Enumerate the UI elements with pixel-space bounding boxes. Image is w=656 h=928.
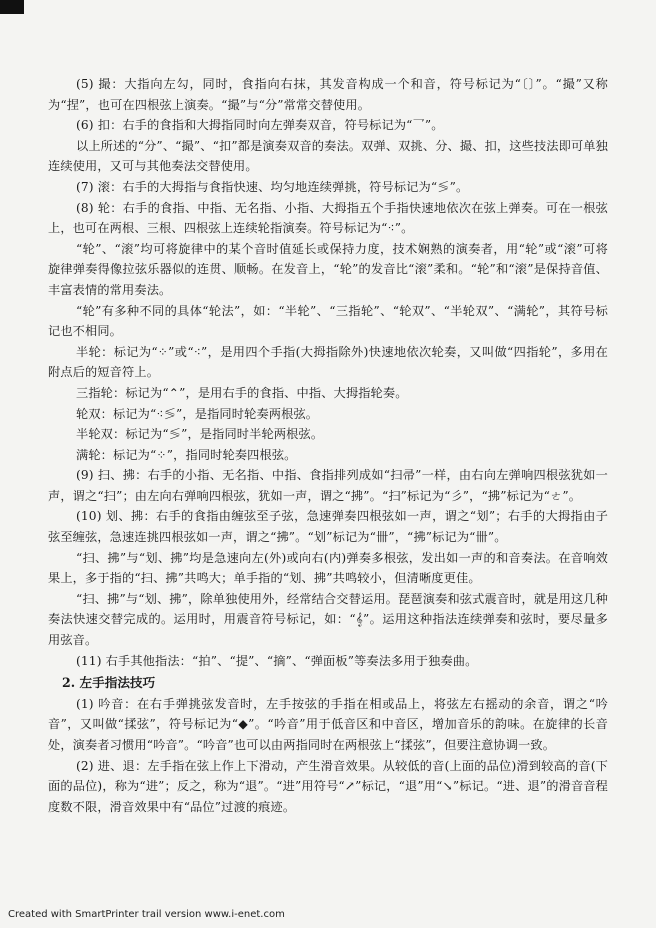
section-heading-left-hand: 2. 左手指法技巧	[62, 675, 156, 691]
paragraph-gun: (7) 滚：右手的大拇指与食指快速、均匀地连续弹挑，符号标记为“≶”。	[76, 179, 469, 194]
paragraph-kou: (6) 扣：右手的食指和大拇指同时向左弹奏双音，符号标记为“乛”。	[76, 118, 444, 133]
paragraph-lun-gun-compare: “轮”、“滚”均可将旋律中的某个音时值延长或保持力度，技术娴熟的演奏者，用“轮”或“滚”可将旋律弹奏得像拉弦乐器似的连贯、顺畅。在发音上，“轮”的发音比“滚”柔和。“轮”和“滚”是保持音值、丰富表情的常用奏法。	[48, 241, 608, 297]
paragraph-double-note-summary: 以上所述的“分”、“撮”、“扣”都是演奏双音的奏法。双弹、双挑、分、撮、扣，这些技法即可单独连续使用，又可与其他奏法交替使用。	[48, 138, 608, 174]
paragraph-other-right-hand: (11) 右手其他指法：“拍”、“提”、“摘”、“弹面板”等奏法多用于独奏曲。	[76, 653, 478, 668]
paragraph-lun: (8) 轮：右手的食指、中指、无名指、小指、大拇指五个手指快速地依次在弦上弹奏。可在一根弦上，也可在两根、三根、四根弦上连续轮指演奏。符号标记为“⁖”。	[48, 200, 608, 236]
paragraph-man-lun: 满轮：标记为“⁘”，指同时轮奏四根弦。	[76, 447, 297, 462]
paragraph-lun-shuang: 轮双：标记为“⁖≶”，是指同时轮奏两根弦。	[76, 406, 319, 421]
scan-corner-mark	[0, 0, 24, 14]
paragraph-tremolo-usage: “扫、拂”与“划、拂”，除单独使用外，经常结合交替运用。琵琶演奏和弦式震音时，就是用这几种奏法快速交替完成的。运用时，用震音符号标记，如：“𝄞”。运用这种指法连续弹奏和弦时，要尽量多用弦音。	[48, 591, 608, 648]
paragraph-hua-fu: (10) 划、拂：右手的食指由缠弦至子弦，急速弹奏四根弦如一声，谓之“划”；右手的大拇指由子弦至缠弦，急速连挑四根弦如一声，谓之“拂”。“划”标记为“卌”，“拂”标记为“卌”。	[48, 509, 608, 545]
paragraph-ban-lun-shuang: 半轮双：标记为“≶”，是指同时半轮两根弦。	[76, 427, 324, 442]
paragraph-sao-fu-compare: “扫、拂”与“划、拂”均是急速向左(外)或向右(内)弹奏多根弦，发出如一声的和音奏法。在音响效果上，多于指的“扫、拂”共鸣大；单手指的“划、拂”共鸣较小，但清晰度更佳。	[48, 550, 608, 586]
paragraph-yin-yin: (1) 吟音：在右手弹挑弦发音时，左手按弦的手指在相或品上，将弦左右摇动的余音，谓之“吟音”，又叫做“揉弦”，符号标记为“◆”。“吟音”用于低音区和中音区，增加音乐的韵味。在旋律的长音处，演奏者习惯用“吟音”。“吟音”也可以由两指同时在两根弦上“揉弦”，但要注意协调一致。	[48, 696, 608, 752]
watermark-footer: Created with SmartPrinter trail version www.i-enet.com	[8, 909, 285, 920]
paragraph-ban-lun: 半轮：标记为“⁘”或“⁖”，是用四个手指(大拇指除外)快速地依次轮奏，又叫做“四指轮”，多用在附点后的短音符上。	[48, 344, 608, 380]
paragraph-sao-fu: (9) 扫、拂：右手的小指、无名指、中指、食指排列成如“扫帚”一样，由右向左弹响四根弦犹如一声，谓之“扫”；由左向右弹响四根弦，犹如一声，谓之“拂”。“扫”标记为“彡”，“拂”标记为“ㄜ”。	[48, 468, 608, 503]
page-body	[48, 74, 608, 817]
paragraph-jin-tui: (2) 进、退：左手指在弦上作上下滑动，产生滑音效果。从较低的音(上面的品位)滑到较高的音(下面的品位)，称为“进”；反之，称为“退”。“进”用符号“↗”标记，“退”用“↘”标记。“进、退”的滑音音程度数不限，滑音效果中有“品位”过渡的痕迹。	[48, 758, 608, 814]
paragraph-lun-types: “轮”有多种不同的具体“轮法”，如：“半轮”、“三指轮”、“轮双”、“半轮双”、“满轮”，其符号标记也不相同。	[48, 303, 608, 339]
paragraph-san-zhi-lun: 三指轮：标记为“⌃”，是用右手的食指、中指、大拇指轮奏。	[76, 385, 408, 400]
paragraph-cuo: (5) 撮：大指向左勾，同时，食指向右抹，其发音构成一个和音，符号标记为“〔〕”。“撮”又称为“捏”，也可在四根弦上演奏。“撮”与“分”常常交替使用。	[48, 77, 608, 112]
